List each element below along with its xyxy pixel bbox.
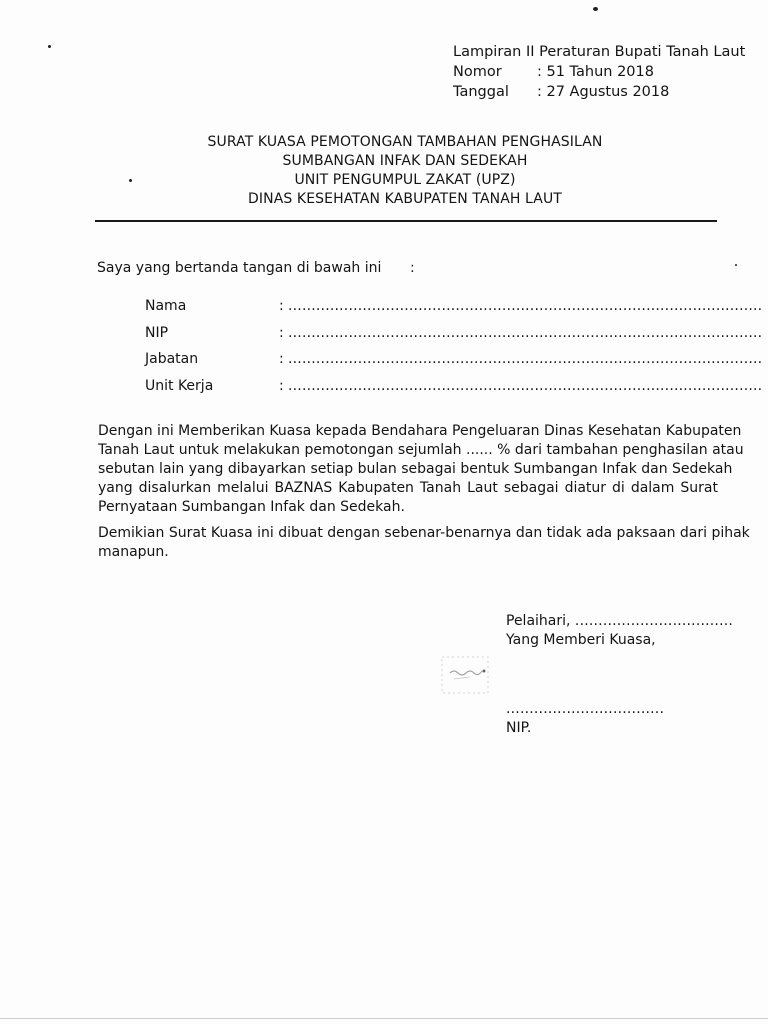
field-label: Nama bbox=[145, 298, 187, 314]
paragraph-line: Dengan ini Memberikan Kuasa kepada Bendahara Pengeluaran Dinas Kesehatan Kabupaten bbox=[98, 423, 742, 439]
field-label: NIP bbox=[145, 324, 169, 341]
scan-speck bbox=[735, 264, 737, 266]
paragraph-line: Demikian Surat Kuasa ini dibuat dengan sebenar-benarnya dan tidak ada paksaan dari pihak bbox=[98, 525, 750, 541]
scan-speck bbox=[48, 45, 51, 48]
field-nip bbox=[145, 324, 763, 352]
scan-speck bbox=[129, 179, 132, 182]
field-label: Jabatan bbox=[145, 351, 199, 367]
field-name bbox=[145, 298, 763, 325]
place-date-line bbox=[506, 612, 733, 631]
attachment-title: Lampiran II Peraturan Bupati Tanah Laut bbox=[453, 44, 746, 60]
title-line-3: UNIT PENGUMPUL ZAKAT (UPZ) bbox=[294, 172, 516, 188]
field-colon: : bbox=[279, 298, 284, 314]
paragraph-line: sebutan lain yang dibayarkan setiap bulan sebagai bentuk Sumbangan Infak dan Sedekah bbox=[98, 461, 733, 477]
title-line-1: SURAT KUASA PEMOTONGAN TAMBAHAN PENGHASILAN bbox=[207, 134, 603, 150]
fill-in-blank: ...................................................................................................... bbox=[288, 377, 763, 394]
date-line bbox=[453, 82, 745, 102]
paragraph-line: Tanah Laut untuk melakukan pemotongan sejumlah ...... % dari tambahan penghasilan atau bbox=[98, 442, 744, 458]
date-label: Tanggal bbox=[453, 84, 509, 100]
fill-in-blank: ...................................................................................................... bbox=[288, 351, 763, 367]
title-line-4: DINAS KESEHATAN KABUPATEN TANAH LAUT bbox=[248, 191, 562, 207]
signature-block bbox=[506, 612, 733, 650]
field-position bbox=[145, 351, 763, 378]
title-divider bbox=[95, 220, 717, 222]
authorizer-label: Yang Memberi Kuasa, bbox=[506, 632, 656, 648]
paragraph-line: yang disalurkan melalui BAZNAS Kabupaten Tanah Laut sebagai diatur di dalam Surat bbox=[98, 480, 718, 496]
intro-text: Saya yang bertanda tangan di bawah ini bbox=[97, 260, 382, 276]
field-label: Unit Kerja bbox=[145, 377, 214, 394]
attachment-reference bbox=[453, 42, 745, 102]
document-title bbox=[150, 133, 660, 209]
field-colon: : bbox=[279, 324, 284, 341]
paragraph-line: manapun. bbox=[98, 544, 169, 560]
authorization-paragraph bbox=[98, 422, 744, 517]
identity-fields bbox=[145, 298, 763, 404]
place-label: Pelaihari, bbox=[506, 613, 571, 629]
stamp-mark bbox=[436, 651, 494, 701]
field-work-unit bbox=[145, 377, 763, 405]
field-colon: : bbox=[279, 377, 284, 394]
intro-colon: : bbox=[410, 260, 415, 276]
number-label: Nomor bbox=[453, 64, 502, 80]
fill-in-blank: ...................................................................................................... bbox=[288, 324, 763, 341]
number-line bbox=[453, 62, 745, 82]
signature-nip-label: NIP. bbox=[506, 720, 532, 736]
attachment-line bbox=[453, 42, 745, 62]
scan-edge bbox=[0, 1018, 768, 1019]
date-value: : 27 Agustus 2018 bbox=[537, 84, 670, 100]
paragraph-line: Pernyataan Sumbangan Infak dan Sedekah. bbox=[98, 499, 405, 515]
scan-speck bbox=[593, 7, 598, 11]
intro-line bbox=[97, 260, 415, 276]
title-line-2: SUMBANGAN INFAK DAN SEDEKAH bbox=[282, 153, 528, 169]
fill-in-blank: ...................................................................................................... bbox=[288, 298, 763, 314]
date-blank: .................................. bbox=[574, 613, 734, 629]
number-value: : 51 Tahun 2018 bbox=[537, 64, 654, 80]
signature-name-blank: .................................. bbox=[506, 701, 665, 717]
closing-paragraph bbox=[98, 524, 750, 562]
field-colon: : bbox=[279, 351, 284, 367]
